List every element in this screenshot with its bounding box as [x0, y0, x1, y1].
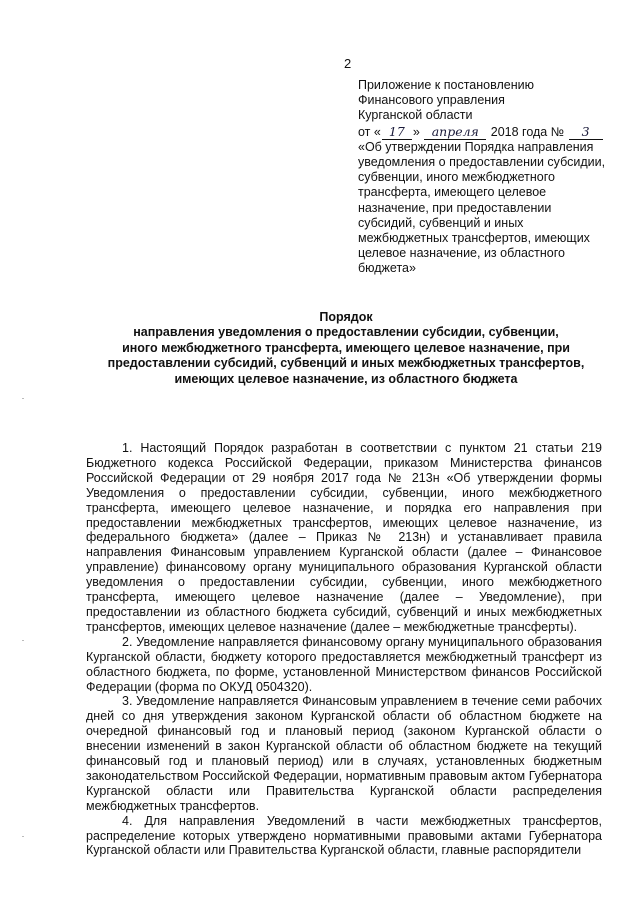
title-line: направления уведомления о предоставлении субсидии, субвенции,: [133, 325, 559, 340]
appendix-line: Курганской области: [358, 108, 473, 123]
scan-margin-mark: [22, 640, 24, 641]
appendix-line: Приложение к постановлению: [358, 78, 534, 92]
page-number: 2: [344, 56, 352, 71]
paragraph-1: 1. Настоящий Порядок разработан в соответствии с пунктом 21 статьи 219 Бюджетного кодекса Российской Федерации, приказом Министерства финансов Российской Федерации от 29 ноября 2017 года № 213н «Об утверждении формы Уведомления о предоставлении субсидии, субвенции, иного межбюджетного трансферта, имеющего целевое назначение, и порядка его направления при предоставлении межбюджетных трансфертов, имеющих целевое назначение, из федерального бюджета» (далее – Приказ № 213н) и устанавливает правила направления Финансовым управлением Курганской области (далее – Финансовое управление) финансовому органу муниципального образования Курганской области уведомления о предоставлении субсидии, субвенции, иного межбюджетного трансферта, имеющего целевое назначение (далее – Уведомление), при предоставлении из областного бюджета субсидий, субвенций и иных межбюджетных трансфертов, имеющих целевое назначение (далее – межбюджетные трансферты).: [86, 441, 602, 634]
title-line: иного межбюджетного трансферта, имеющего целевое назначение, при: [122, 340, 570, 355]
date-prefix: от «: [358, 124, 381, 139]
appendix-subject-line: назначение, при предоставлении: [358, 200, 552, 215]
scan-margin-mark: [22, 398, 24, 399]
paragraph-3: 3. Уведомление направляется Финансовым управлением в течение семи рабочих дней со дня утверждения законом Курганской области об областном бюджете на очередной финансовый год и плановый период (законом Курганской области о внесении изменений в закон Курганской области об областном бюджете на текущий финансовый год и плановый период) или в случаях, установленных бюджетным законодательством Российской Федерации, нормативным правовым актом Губернатора Курганской области или Правительства Курганской области распределения межбюджетных трансфертов.: [86, 694, 602, 813]
document-title: [96, 310, 596, 387]
appendix-subject-line: субсидий, субвенций и иных: [358, 215, 524, 230]
appendix-date-line: [358, 124, 620, 140]
appendix-subject-line: целевое назначение, из областного: [358, 246, 566, 261]
title-line: имеющих целевое назначение, из областного бюджета: [174, 371, 518, 386]
document-body: [86, 441, 602, 858]
handwritten-number: 3: [569, 124, 603, 140]
paragraph-2: 2. Уведомление направляется финансовому органу муниципального образования Курганской области, бюджету которого предоставляется межбюджетный трансферт из областного бюджета, по форме, установленной Министерством финансов Российской Федерации (форма по ОКУД 0504320).: [86, 634, 602, 694]
appendix-subject-line: субвенции, иного межбюджетного: [358, 170, 555, 185]
appendix-line: Финансового управления: [358, 93, 505, 108]
appendix-subject-line: уведомления о предоставлении субсидии,: [358, 155, 606, 170]
handwritten-day: 17: [382, 124, 412, 140]
title-line: предоставлении субсидий, субвенций и иных межбюджетных трансфертов,: [107, 356, 585, 371]
appendix-subject-line: межбюджетных трансфертов, имеющих: [358, 231, 590, 246]
date-year: 2018 года №: [490, 124, 565, 139]
appendix-subject-line: трансферта, имеющего целевое: [358, 185, 547, 200]
appendix-block: [358, 78, 620, 277]
title-line: Порядок: [319, 310, 373, 324]
paragraph-4: 4. Для направления Уведомлений в части межбюджетных трансфертов, распределение которых утверждено нормативными правовыми актами Губернатора Курганской области или Правительства Курганской области, главные распорядители: [86, 813, 602, 858]
scan-margin-mark: [22, 836, 24, 837]
appendix-subject-line: бюджета»: [358, 261, 416, 276]
handwritten-month: апреля: [424, 124, 486, 140]
appendix-subject-line: «Об утверждении Порядка направления: [358, 139, 594, 154]
date-mid: »: [412, 124, 420, 139]
